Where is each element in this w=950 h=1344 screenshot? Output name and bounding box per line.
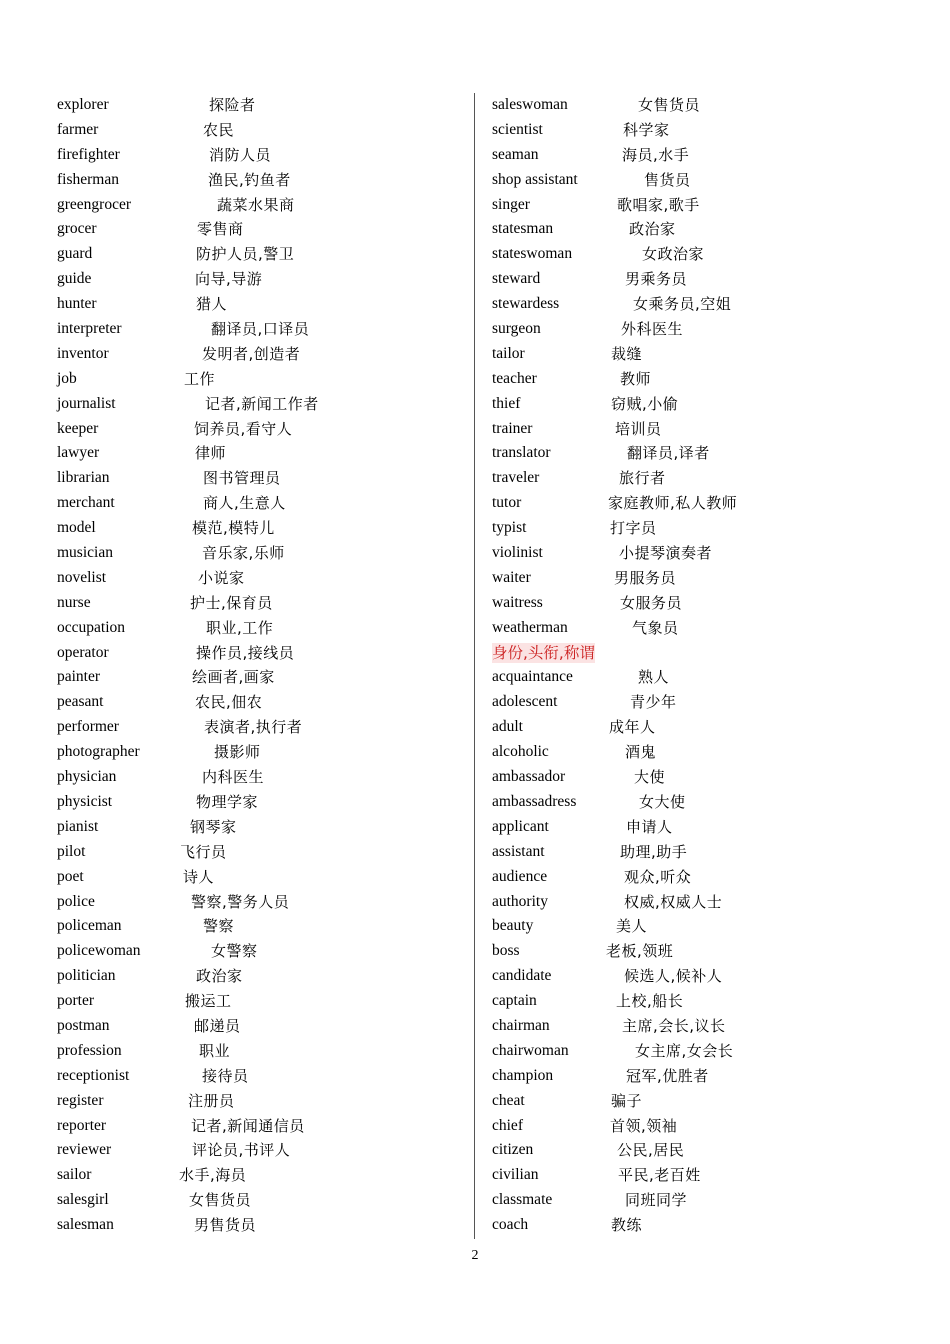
english-word: salesman [57, 1216, 114, 1234]
chinese-meaning: 翻译员,口译员 [211, 320, 310, 339]
chinese-meaning: 海员,水手 [622, 145, 690, 164]
english-word: model [57, 519, 96, 537]
english-word: assistant [492, 842, 545, 860]
english-word: guard [57, 245, 93, 263]
vocab-entry [57, 317, 467, 342]
vocab-entry [492, 865, 922, 890]
vocab-entry [492, 1089, 922, 1114]
chinese-meaning: 翻译员,译者 [627, 444, 710, 463]
vocab-entry [492, 890, 922, 915]
vocab-entry [492, 118, 922, 143]
vocab-entry [492, 616, 922, 641]
vocab-entry [57, 740, 467, 765]
english-word: stewardess [492, 295, 560, 313]
chinese-meaning: 消防人员 [209, 145, 272, 164]
chinese-meaning: 歌唱家,歌手 [617, 195, 700, 214]
vocab-entry [57, 342, 467, 367]
chinese-meaning: 售货员 [644, 170, 691, 189]
english-word: occupation [57, 618, 126, 636]
vocab-entry [492, 317, 922, 342]
english-word: performer [57, 718, 119, 736]
english-word: policeman [57, 917, 122, 935]
chinese-meaning: 男乘务员 [625, 270, 688, 289]
vocab-entry [57, 815, 467, 840]
vocab-entry [492, 815, 922, 840]
vocab-entry [57, 1163, 467, 1188]
vocab-entry [57, 242, 467, 267]
chinese-meaning: 邮递员 [194, 1016, 241, 1035]
chinese-meaning: 摄影师 [214, 743, 261, 762]
chinese-meaning: 女服务员 [620, 593, 683, 612]
vocab-entry [57, 1014, 467, 1039]
chinese-meaning: 女政治家 [642, 245, 705, 264]
vocab-entry [57, 1114, 467, 1139]
english-word: alcoholic [492, 743, 549, 761]
chinese-meaning: 物理学家 [196, 792, 259, 811]
chinese-meaning: 打字员 [610, 519, 657, 538]
chinese-meaning: 猎人 [196, 295, 228, 314]
vocab-entry [57, 840, 467, 865]
english-word: ambassadress [492, 792, 577, 810]
vocab-entry [57, 890, 467, 915]
vocab-entry [57, 1213, 467, 1238]
vocab-entry [57, 392, 467, 417]
chinese-meaning: 骗子 [611, 1091, 643, 1110]
english-word: adolescent [492, 693, 558, 711]
chinese-meaning: 搬运工 [185, 992, 232, 1011]
english-word: scientist [492, 120, 543, 138]
english-word: surgeon [492, 320, 541, 338]
english-word: teacher [492, 369, 537, 387]
english-word: statesman [492, 220, 554, 238]
vocab-entry [492, 591, 922, 616]
chinese-meaning: 男售货员 [194, 1216, 257, 1235]
vocab-entry [492, 143, 922, 168]
english-word: painter [57, 668, 101, 686]
english-word: poet [57, 867, 84, 885]
chinese-meaning: 成年人 [609, 718, 656, 737]
english-word: acquaintance [492, 668, 573, 686]
chinese-meaning: 记者,新闻工作者 [205, 394, 319, 413]
vocab-entry [57, 939, 467, 964]
vocab-entry [57, 765, 467, 790]
chinese-meaning: 探险者 [209, 96, 256, 114]
chinese-meaning: 教练 [611, 1216, 643, 1235]
vocab-entry [57, 367, 467, 392]
english-word: physician [57, 768, 117, 786]
vocab-entry [57, 168, 467, 193]
chinese-meaning: 权威,权威人士 [624, 892, 723, 911]
vocab-entry [492, 491, 922, 516]
chinese-meaning: 平民,老百姓 [618, 1166, 701, 1185]
english-word: waiter [492, 568, 531, 586]
chinese-meaning: 政治家 [629, 220, 676, 239]
chinese-meaning: 小说家 [198, 568, 245, 587]
english-word: ambassador [492, 768, 566, 786]
chinese-meaning: 飞行员 [180, 842, 227, 861]
english-word: traveler [492, 469, 540, 487]
vocab-entry [57, 1188, 467, 1213]
vocab-entry [492, 466, 922, 491]
vocab-entry [57, 217, 467, 242]
english-word: reviewer [57, 1141, 112, 1159]
section-heading-text: 身份,头衔,称谓 [492, 643, 595, 662]
vocab-entry [57, 1138, 467, 1163]
vocab-entry [492, 193, 922, 218]
english-word: porter [57, 992, 95, 1010]
chinese-meaning: 老板,领班 [606, 942, 674, 961]
english-word: hunter [57, 295, 97, 313]
english-word: chief [492, 1116, 523, 1134]
vocab-entry [57, 417, 467, 442]
vocab-entry [492, 516, 922, 541]
english-word: thief [492, 394, 521, 412]
english-word: guide [57, 270, 92, 288]
english-word: musician [57, 544, 113, 562]
english-word: operator [57, 643, 109, 661]
english-word: chairwoman [492, 1041, 569, 1059]
english-word: novelist [57, 568, 107, 586]
vocab-entry [57, 790, 467, 815]
left-word-column [57, 93, 467, 1238]
english-word: chairman [492, 1016, 550, 1034]
english-word: captain [492, 992, 537, 1010]
vocab-entry [492, 715, 922, 740]
english-word: salesgirl [57, 1191, 109, 1209]
english-word: postman [57, 1016, 110, 1034]
chinese-meaning: 家庭教师,私人教师 [608, 494, 738, 513]
page-number: 2 [471, 1248, 479, 1263]
vocab-entry [492, 740, 922, 765]
vocab-entry [57, 193, 467, 218]
vocab-entry [57, 641, 467, 666]
chinese-meaning: 女乘务员,空姐 [633, 295, 732, 314]
chinese-meaning: 钢琴家 [190, 817, 237, 836]
vocab-entry [57, 1089, 467, 1114]
english-word: cheat [492, 1091, 525, 1109]
vocab-entry [57, 441, 467, 466]
section-heading [492, 641, 922, 666]
english-word: translator [492, 444, 551, 462]
chinese-meaning: 公民,居民 [617, 1141, 685, 1160]
chinese-meaning: 音乐家,乐师 [202, 544, 285, 563]
chinese-meaning: 接待员 [202, 1066, 249, 1085]
english-word: farmer [57, 120, 99, 138]
vocab-entry [57, 491, 467, 516]
chinese-meaning: 饲养员,看守人 [194, 419, 293, 438]
english-word: waitress [492, 593, 543, 611]
vocab-entry [57, 914, 467, 939]
vocab-entry [57, 541, 467, 566]
chinese-meaning: 裁缝 [611, 344, 643, 363]
chinese-meaning: 操作员,接线员 [196, 643, 295, 662]
vocab-entry [492, 1138, 922, 1163]
chinese-meaning: 农民,佃农 [195, 693, 263, 712]
english-word: explorer [57, 96, 109, 113]
vocab-entry [492, 217, 922, 242]
vocab-entry [492, 566, 922, 591]
vocab-entry [57, 715, 467, 740]
vocab-entry [57, 292, 467, 317]
english-word: job [57, 369, 77, 387]
chinese-meaning: 女主席,女会长 [635, 1041, 734, 1060]
english-word: candidate [492, 967, 552, 985]
vocab-entry [492, 168, 922, 193]
english-word: receptionist [57, 1066, 130, 1084]
vocab-entry [492, 417, 922, 442]
chinese-meaning: 女警察 [211, 942, 258, 961]
english-word: fisherman [57, 170, 119, 188]
english-word: coach [492, 1216, 529, 1234]
chinese-meaning: 内科医生 [202, 768, 265, 787]
vocab-entry [492, 939, 922, 964]
chinese-meaning: 职业,工作 [206, 618, 274, 637]
vocab-entry [492, 1114, 922, 1139]
chinese-meaning: 向导,导游 [195, 270, 263, 289]
chinese-meaning: 女售货员 [189, 1191, 252, 1210]
english-word: applicant [492, 817, 549, 835]
english-word: librarian [57, 469, 110, 487]
english-word: grocer [57, 220, 97, 238]
english-word: beauty [492, 917, 534, 935]
english-word: civilian [492, 1166, 539, 1184]
vocab-entry [57, 118, 467, 143]
chinese-meaning: 模范,模特儿 [192, 519, 275, 538]
vocab-entry [57, 591, 467, 616]
chinese-meaning: 酒鬼 [625, 743, 657, 762]
english-word: keeper [57, 419, 99, 437]
english-word: greengrocer [57, 195, 132, 213]
right-word-column [492, 93, 922, 1238]
chinese-meaning: 观众,听众 [624, 867, 692, 886]
english-word: lawyer [57, 444, 100, 462]
english-word: interpreter [57, 320, 122, 338]
english-word: inventor [57, 344, 109, 362]
chinese-meaning: 教师 [620, 369, 652, 388]
vocab-entry [492, 840, 922, 865]
english-word: stateswoman [492, 245, 573, 263]
vocab-entry [492, 541, 922, 566]
english-word: register [57, 1091, 104, 1109]
chinese-meaning: 政治家 [196, 967, 243, 986]
vocab-entry [492, 964, 922, 989]
chinese-meaning: 图书管理员 [203, 469, 281, 488]
vocab-entry [492, 1188, 922, 1213]
chinese-meaning: 防护人员,警卫 [196, 245, 295, 264]
chinese-meaning: 青少年 [630, 693, 677, 712]
vocab-entry [57, 566, 467, 591]
english-word: tailor [492, 344, 525, 362]
english-word: citizen [492, 1141, 534, 1159]
english-word: adult [492, 718, 523, 736]
english-word: shop assistant [492, 170, 578, 188]
chinese-meaning: 熟人 [638, 668, 670, 687]
english-word: champion [492, 1066, 554, 1084]
chinese-meaning: 女售货员 [638, 96, 701, 114]
vocab-entry [492, 242, 922, 267]
chinese-meaning: 律师 [195, 444, 227, 463]
vocab-entry [492, 914, 922, 939]
english-word: journalist [57, 394, 116, 412]
chinese-meaning: 男服务员 [614, 568, 677, 587]
english-word: policewoman [57, 942, 141, 960]
chinese-meaning: 同班同学 [625, 1191, 688, 1210]
vocab-entry [492, 367, 922, 392]
vocab-entry [492, 93, 922, 118]
vocab-entry [492, 690, 922, 715]
vocab-entry [57, 964, 467, 989]
english-word: photographer [57, 743, 140, 761]
chinese-meaning: 窃贼,小偷 [611, 394, 679, 413]
english-word: reporter [57, 1116, 107, 1134]
chinese-meaning: 警察 [203, 917, 235, 936]
chinese-meaning: 农民 [203, 120, 235, 139]
chinese-meaning: 商人,生意人 [203, 494, 286, 513]
vocab-entry [57, 1064, 467, 1089]
chinese-meaning: 职业 [199, 1041, 231, 1060]
chinese-meaning: 上校,船长 [616, 992, 684, 1011]
vocab-entry [57, 516, 467, 541]
english-word: politician [57, 967, 116, 985]
chinese-meaning: 绘画者,画家 [192, 668, 275, 687]
vocab-entry [492, 1064, 922, 1089]
vocab-entry [57, 466, 467, 491]
vocab-entry [57, 616, 467, 641]
chinese-meaning: 工作 [184, 369, 216, 388]
vocab-entry [57, 665, 467, 690]
english-word: profession [57, 1041, 122, 1059]
chinese-meaning: 诗人 [183, 867, 215, 886]
english-word: merchant [57, 494, 115, 512]
vocab-entry [492, 1213, 922, 1238]
chinese-meaning: 冠军,优胜者 [626, 1066, 709, 1085]
chinese-meaning: 申请人 [626, 817, 673, 836]
chinese-meaning: 零售商 [197, 220, 244, 239]
vocab-entry [492, 989, 922, 1014]
chinese-meaning: 表演者,执行者 [204, 718, 303, 737]
chinese-meaning: 首领,领袖 [610, 1116, 678, 1135]
vocab-entry [492, 392, 922, 417]
vocab-entry [57, 989, 467, 1014]
english-word: pilot [57, 842, 86, 860]
chinese-meaning: 渔民,钓鱼者 [208, 170, 291, 189]
chinese-meaning: 气象员 [632, 618, 679, 637]
english-word: authority [492, 892, 548, 910]
english-word: peasant [57, 693, 104, 711]
english-word: audience [492, 867, 548, 885]
chinese-meaning: 蔬菜水果商 [217, 195, 295, 214]
chinese-meaning: 小提琴演奏者 [619, 544, 713, 563]
english-word: pianist [57, 817, 99, 835]
vocab-entry [492, 267, 922, 292]
vocab-entry [57, 143, 467, 168]
chinese-meaning: 女大使 [639, 792, 686, 811]
chinese-meaning: 助理,助手 [620, 842, 688, 861]
vocab-entry [492, 441, 922, 466]
chinese-meaning: 美人 [616, 917, 648, 936]
chinese-meaning: 科学家 [623, 120, 670, 139]
chinese-meaning: 旅行者 [619, 469, 666, 488]
vocab-entry [492, 1014, 922, 1039]
vocab-entry [492, 342, 922, 367]
column-divider [474, 93, 475, 1239]
english-word: nurse [57, 593, 91, 611]
vocab-entry [57, 865, 467, 890]
chinese-meaning: 记者,新闻通信员 [191, 1116, 305, 1135]
vocab-entry [492, 1163, 922, 1188]
english-word: physicist [57, 792, 113, 810]
english-word: classmate [492, 1191, 553, 1209]
chinese-meaning: 大使 [634, 768, 666, 787]
english-word: firefighter [57, 145, 120, 163]
english-word: boss [492, 942, 520, 960]
english-word: steward [492, 270, 541, 288]
vocab-entry [492, 665, 922, 690]
chinese-meaning: 主席,会长,议长 [622, 1016, 726, 1035]
english-word: trainer [492, 419, 533, 437]
english-word: sailor [57, 1166, 92, 1184]
english-word: police [57, 892, 95, 910]
english-word: typist [492, 519, 527, 537]
vocab-entry [57, 267, 467, 292]
vocab-entry [492, 765, 922, 790]
chinese-meaning: 发明者,创造者 [202, 344, 301, 363]
chinese-meaning: 候选人,候补人 [624, 967, 723, 986]
english-word: saleswoman [492, 96, 568, 113]
english-word: weatherman [492, 618, 568, 636]
vocab-entry [492, 1039, 922, 1064]
vocab-entry [492, 790, 922, 815]
english-word: violinist [492, 544, 543, 562]
chinese-meaning: 护士,保育员 [190, 593, 273, 612]
english-word: singer [492, 195, 530, 213]
vocab-entry [57, 93, 467, 118]
chinese-meaning: 评论员,书评人 [192, 1141, 291, 1160]
chinese-meaning: 水手,海员 [179, 1166, 247, 1185]
english-word: tutor [492, 494, 522, 512]
chinese-meaning: 注册员 [188, 1091, 235, 1110]
vocab-entry [492, 292, 922, 317]
vocab-entry [57, 690, 467, 715]
chinese-meaning: 警察,警务人员 [191, 892, 290, 911]
vocab-entry [57, 1039, 467, 1064]
chinese-meaning: 培训员 [615, 419, 662, 438]
english-word: seaman [492, 145, 539, 163]
chinese-meaning: 外科医生 [621, 320, 684, 339]
